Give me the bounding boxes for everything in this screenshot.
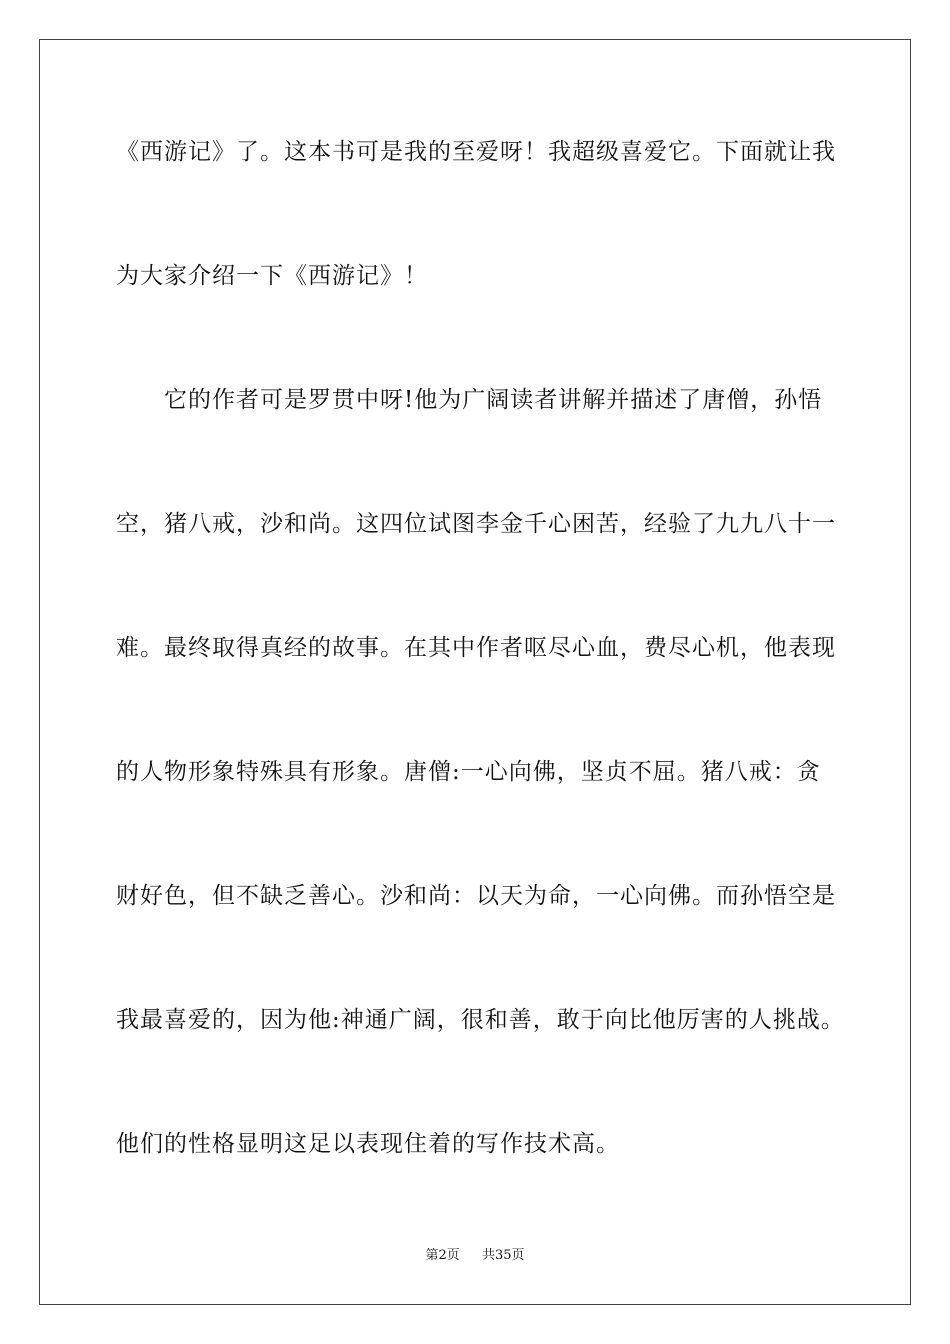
page-total: 共35页 (482, 1248, 525, 1263)
paragraph-line-8: 我最喜爱的，因为他:神通广阔，很和善，敢于向比他厉害的人挑战。 (116, 1007, 845, 1033)
paragraph-line-7: 财好色，但不缺乏善心。沙和尚：以天为命，一心向佛。而孙悟空是 (116, 883, 836, 909)
paragraph-line-3: 它的作者可是罗贯中呀!他为广阔读者讲解并描述了唐僧，孙悟 (164, 387, 823, 413)
paragraph-line-5: 难。最终取得真经的故事。在其中作者呕尽心血，费尽心机，他表现 (116, 635, 836, 661)
paragraph-line-1: 《西游记》了。这本书可是我的至爱呀！我超级喜爱它。下面就让我 (116, 139, 836, 165)
paragraph-line-6: 的人物形象特殊具有形象。唐僧:一心向佛，坚贞不屈。猪八戒：贪 (116, 759, 821, 785)
page-border (39, 39, 911, 1305)
page-number: 第2页 (425, 1248, 460, 1263)
paragraph-line-2: 为大家介绍一下《西游记》！ (116, 263, 428, 289)
paragraph-line-4: 空，猪八戒，沙和尚。这四位试图李金千心困苦，经验了九九八十一 (116, 511, 836, 537)
paragraph-line-9: 他们的性格显明这足以表现住着的写作技术高。 (116, 1131, 620, 1157)
page-footer (0, 1247, 950, 1265)
